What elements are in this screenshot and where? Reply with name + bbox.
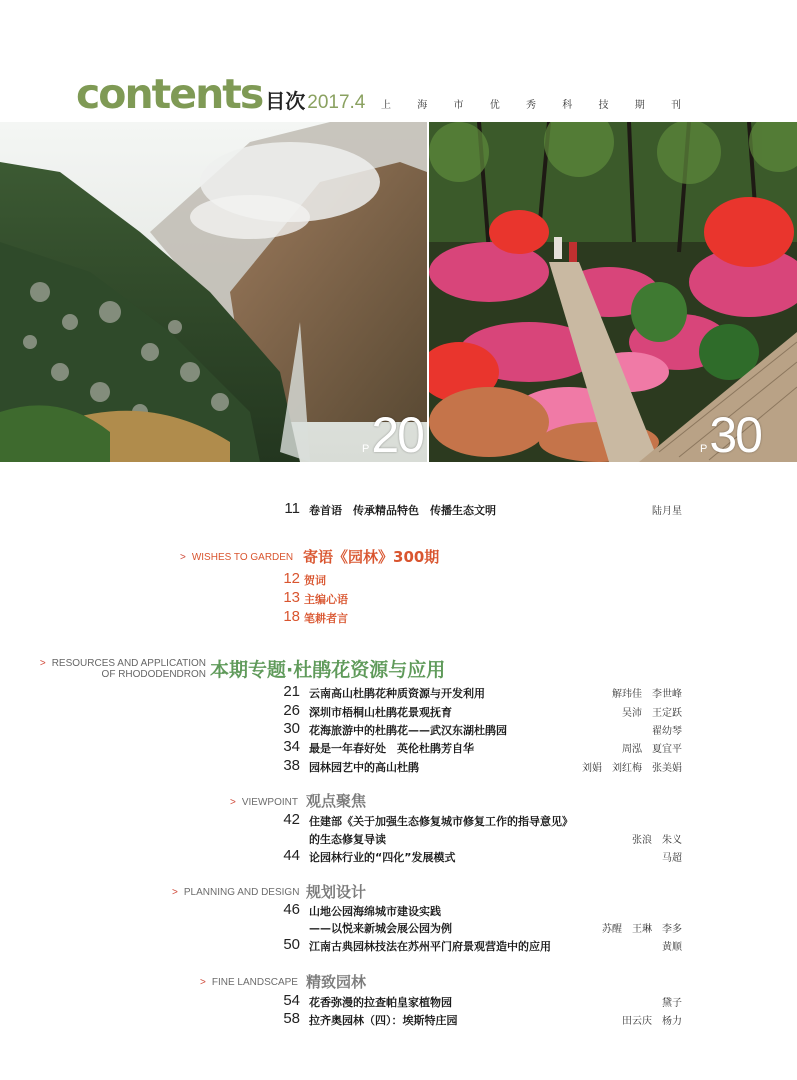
- toc-author: 黛子: [662, 998, 682, 1009]
- toc-page-number: 26: [283, 702, 300, 719]
- page-tag-20: [362, 407, 423, 462]
- section-arrow-icon: >: [200, 977, 206, 988]
- toc-page-number: 13: [283, 589, 300, 606]
- section-arrow-icon: >: [230, 797, 236, 808]
- tagline-char: 刊: [671, 100, 681, 111]
- toc-entry[interactable]: [0, 685, 797, 703]
- toc-title: 花香弥漫的拉查帕皇家植物园: [309, 996, 452, 1009]
- toc-page-number: 42: [283, 811, 300, 828]
- toc-author: 张浪 朱义: [632, 835, 682, 846]
- toc-entry[interactable]: [0, 759, 797, 777]
- toc-title: 园林园艺中的高山杜鹃: [309, 761, 419, 774]
- toc-page-number: 30: [283, 720, 300, 737]
- tagline-char: 秀: [526, 100, 536, 111]
- toc-title-line2: 的生态修复导读: [309, 833, 386, 846]
- page-tag-30: [700, 407, 761, 462]
- toc-author: 吴沛 王定跃: [622, 708, 682, 719]
- section-arrow-icon: >: [172, 887, 178, 898]
- toc-title: 拉齐奥园林（四）：埃斯特庄园: [309, 1014, 458, 1027]
- tagline-char: 优: [489, 100, 500, 111]
- toc-title: 江南古典园林技法在苏州平门府景观营造中的应用: [309, 940, 551, 953]
- toc-author: 田云庆 杨力: [622, 1016, 682, 1027]
- toc-author: 刘娟 刘红梅 张美娟: [582, 763, 682, 774]
- page-tag-prefix: P: [362, 443, 370, 455]
- magazine-masthead: [76, 70, 365, 120]
- section-english-title: [180, 552, 293, 563]
- section-english-title: [28, 658, 206, 680]
- page-tag-prefix: P: [700, 443, 708, 455]
- section-en-text: VIEWPOINT: [241, 797, 298, 808]
- toc-author: 黄顺: [662, 942, 682, 953]
- brand-contents: contents: [76, 70, 263, 118]
- issue-date: 2017.4: [307, 92, 366, 113]
- page-tag-number: 20: [371, 407, 423, 462]
- section-en-text: FINE LANDSCAPE: [211, 977, 298, 988]
- tagline-char: 技: [598, 100, 609, 111]
- toc-entry[interactable]: [0, 572, 797, 590]
- section-chinese-title: 寄语《园林》300期: [303, 548, 440, 566]
- toc-entry[interactable]: [0, 938, 797, 956]
- toc-author: 陆月星: [652, 506, 682, 517]
- section-chinese-title: 本期专题·杜鹃花资源与应用: [210, 659, 446, 681]
- section-en-text: WISHES TO GARDEN: [191, 552, 294, 563]
- toc-page-number: 54: [283, 992, 300, 1009]
- toc-page-number: 58: [283, 1010, 300, 1027]
- section-chinese-title: 观点聚焦: [306, 792, 367, 810]
- toc-page-number: 34: [283, 738, 300, 755]
- toc-title: 笔耕者言: [304, 612, 348, 625]
- toc-entry[interactable]: [0, 849, 797, 867]
- toc-page-number: 50: [283, 936, 300, 953]
- toc-author: 翟幼琴: [652, 726, 682, 737]
- toc-title: 住建部《关于加强生态修复城市修复工作的指导意见》: [309, 815, 573, 828]
- toc-author: 马超: [662, 853, 682, 864]
- section-english-title: [230, 797, 298, 808]
- toc-entry[interactable]: [0, 502, 797, 520]
- toc-title-line2: ——以悦来新城会展公园为例: [309, 922, 452, 935]
- toc-page-number: 18: [283, 608, 300, 625]
- brand-chinese: 目次: [265, 89, 306, 113]
- toc-title: 山地公园海绵城市建设实践: [309, 905, 441, 918]
- toc-title: 最是一年春好处 英伦杜鹃芳自华: [309, 742, 474, 755]
- section-arrow-icon: >: [39, 658, 46, 669]
- toc-entry[interactable]: [0, 610, 797, 628]
- toc-title: 论园林行业的“四化”发展模式: [309, 851, 456, 864]
- tagline-char: 科: [562, 100, 573, 111]
- tagline-char: 上: [381, 100, 391, 111]
- toc-author: 解玮佳 李世峰: [612, 689, 682, 700]
- section-chinese-title: 规划设计: [306, 883, 367, 901]
- photo-azalea-garden: [429, 122, 797, 462]
- toc-page-number: 44: [283, 847, 300, 864]
- toc-title: 云南高山杜鹃花种质资源与开发利用: [309, 687, 485, 700]
- toc-page-number: 38: [283, 757, 300, 774]
- toc-page-number: 11: [284, 500, 300, 517]
- toc-author: 周泓 夏宜平: [622, 744, 682, 755]
- section-en-line1: RESOURCES AND APPLICATION: [51, 658, 206, 669]
- toc-title: 卷首语 传承精品特色 传播生态文明: [309, 504, 496, 517]
- tagline-char: 市: [453, 100, 464, 111]
- toc-entry[interactable]: [0, 1012, 797, 1030]
- photo-mountain-valley: [0, 122, 427, 462]
- section-chinese-title: 精致园林: [306, 973, 367, 991]
- toc-entry[interactable]: [0, 591, 797, 609]
- toc-title: 深圳市梧桐山杜鹃花景观抚育: [309, 706, 452, 719]
- toc-title: 贺词: [304, 574, 326, 587]
- toc-entry[interactable]: [0, 740, 797, 758]
- tagline-char: 期: [634, 100, 645, 111]
- page-tag-number: 30: [709, 407, 761, 462]
- section-arrow-icon: >: [180, 552, 186, 563]
- tagline: [381, 96, 681, 111]
- toc-title: 花海旅游中的杜鹃花——武汉东湖杜鹃园: [309, 724, 507, 737]
- toc-entry[interactable]: [0, 813, 797, 831]
- toc-page-number: 21: [283, 683, 300, 700]
- toc-entry[interactable]: [0, 903, 797, 921]
- section-en-text: PLANNING AND DESIGN: [183, 887, 300, 898]
- toc-author: 苏醒 王琳 李多: [602, 924, 682, 935]
- section-english-title: [200, 977, 298, 988]
- toc-page-number: 12: [283, 570, 300, 587]
- section-english-title: [172, 887, 299, 898]
- toc-page-number: 46: [283, 901, 300, 918]
- section-en-line2: OF RHODODENDRON: [101, 669, 206, 680]
- toc-title: 主编心语: [304, 593, 348, 606]
- tagline-char: 海: [417, 100, 428, 111]
